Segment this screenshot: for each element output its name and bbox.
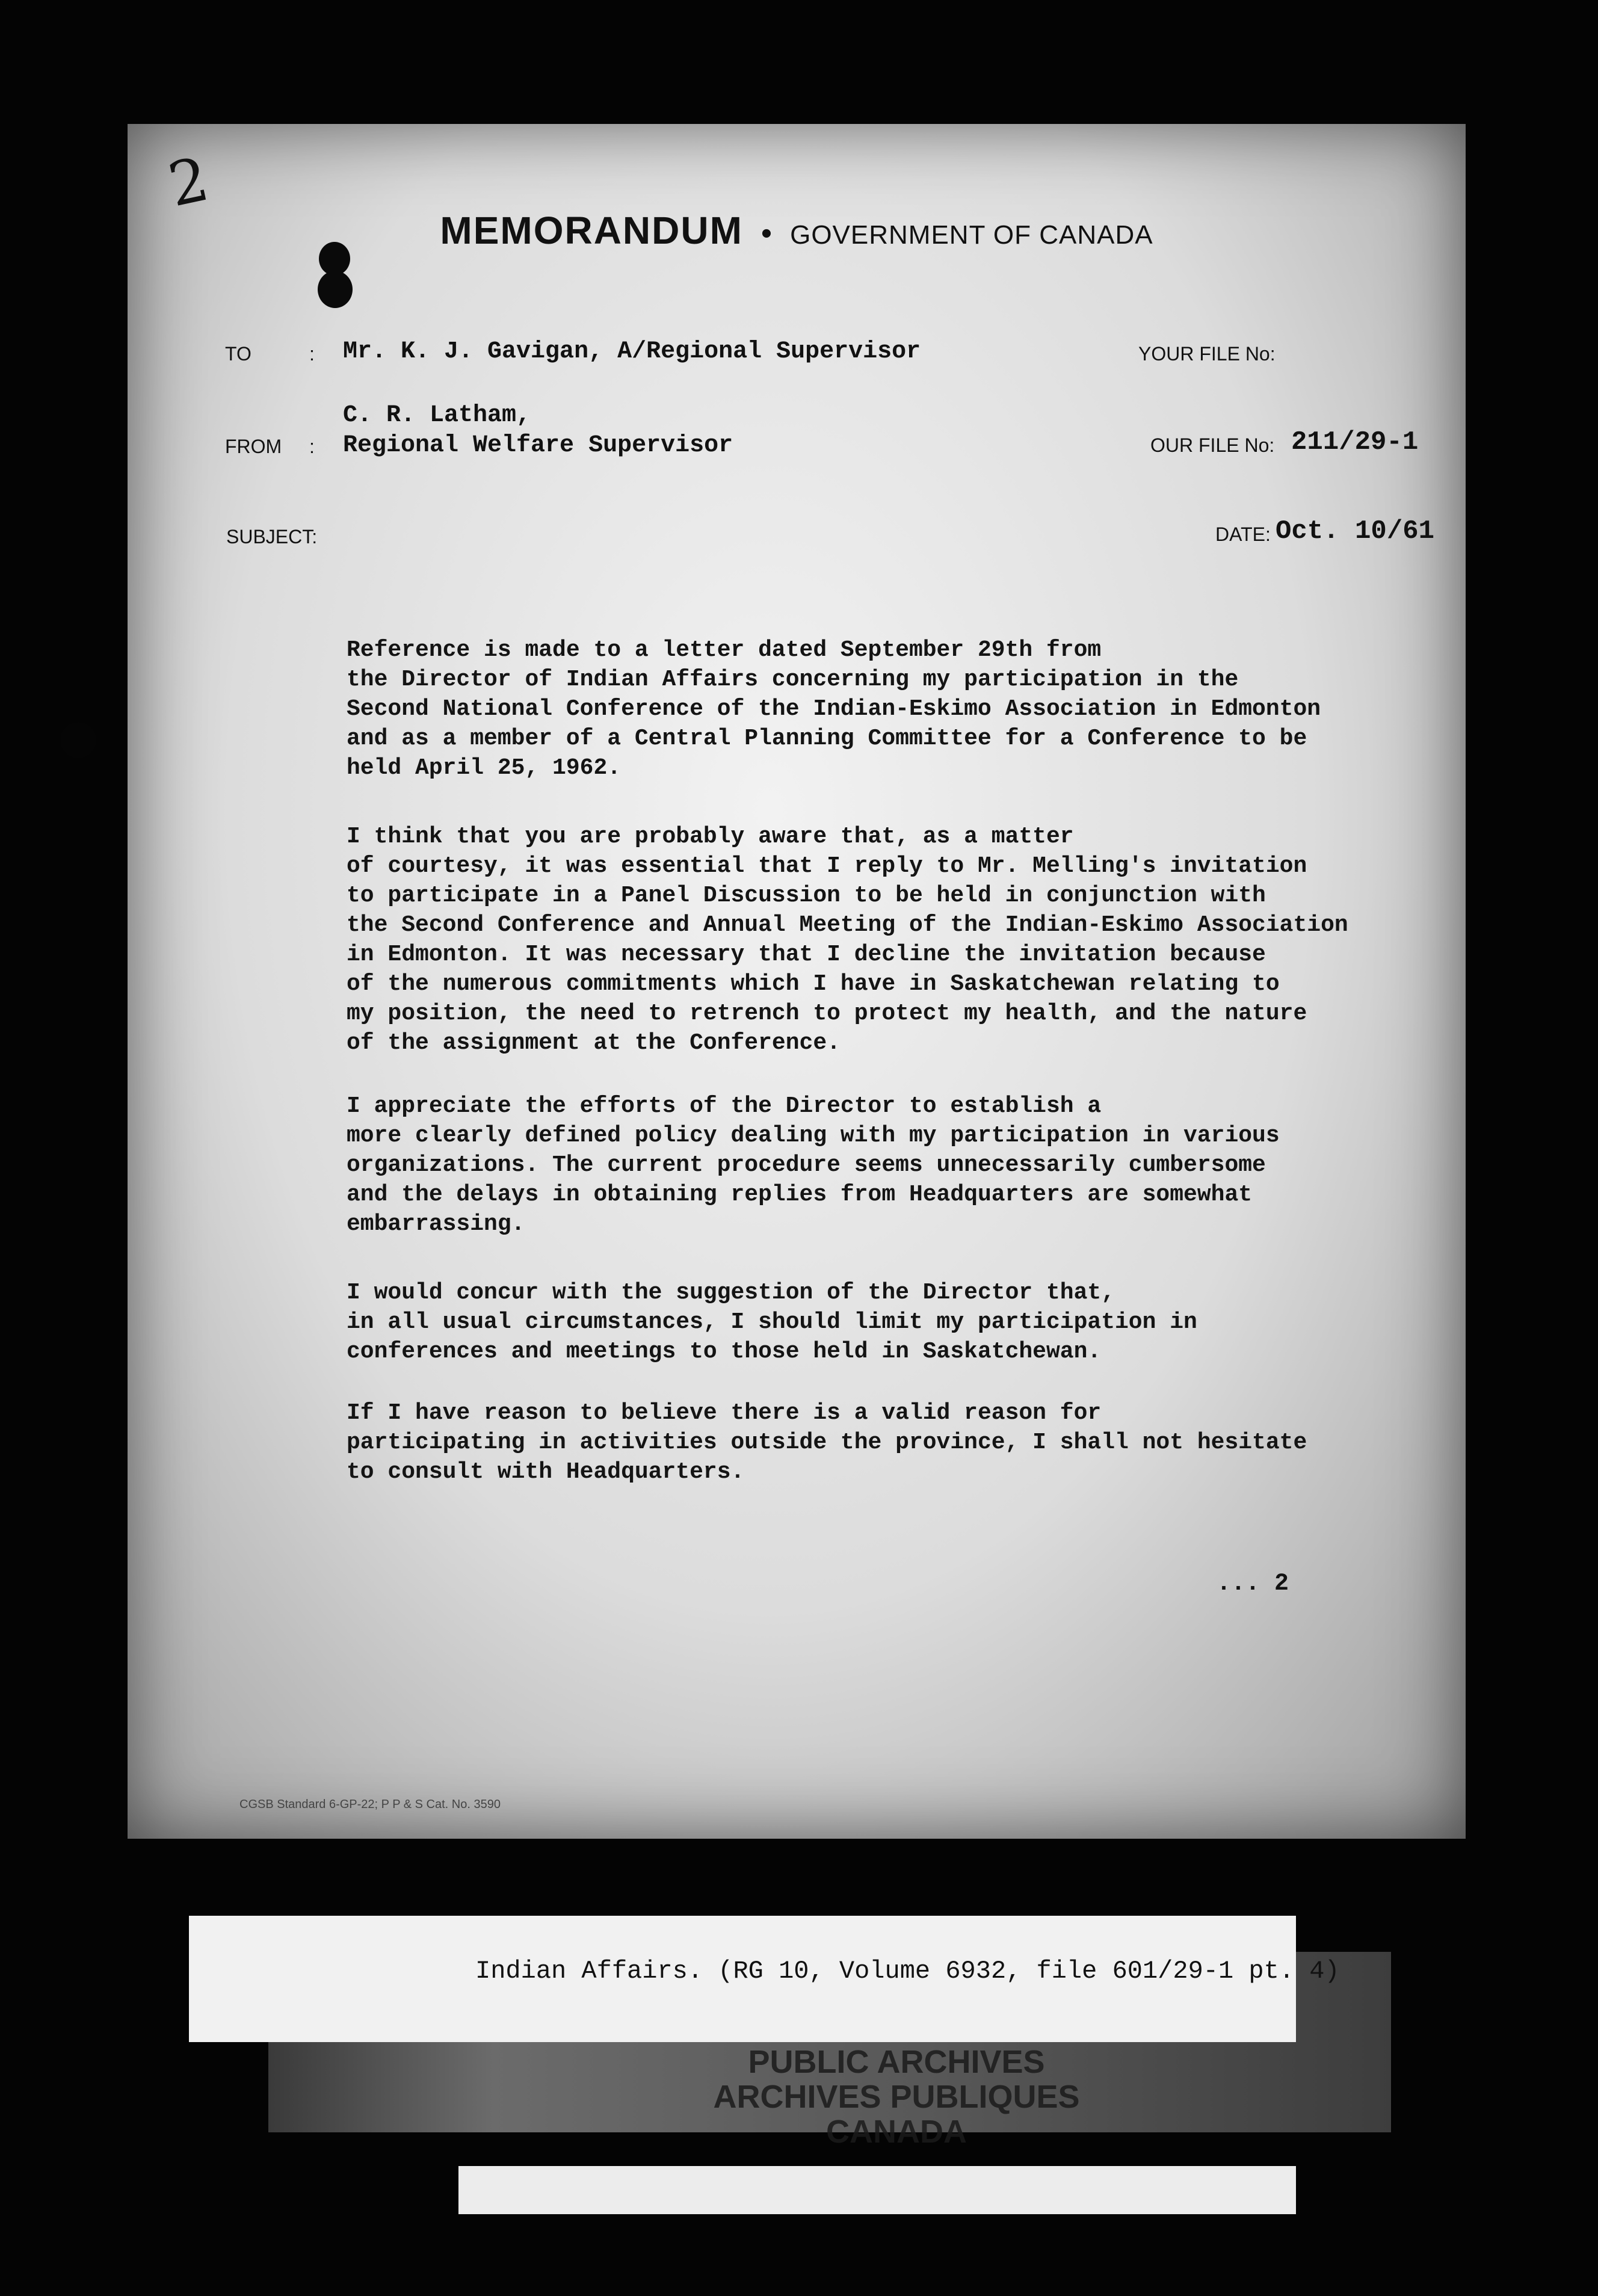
date-label: DATE: bbox=[1215, 523, 1271, 545]
punch-hole bbox=[60, 722, 96, 758]
stamp-line: PUBLIC ARCHIVES bbox=[748, 2044, 1045, 2080]
bottom-label-strip bbox=[458, 2166, 1296, 2214]
subject-label: SUBJECT: bbox=[226, 526, 318, 548]
paragraph-4: I would concur with the suggestion of the Director that, in all usual circumstances, I should limit my participation in conferences and meetings to those held in Saskatchewan. bbox=[347, 1280, 1197, 1365]
our-file-label: OUR FILE No: bbox=[1150, 434, 1275, 456]
ink-blot bbox=[318, 271, 353, 308]
stamp-line: ARCHIVES PUBLIQUES bbox=[713, 2079, 1080, 2115]
from-colon: : bbox=[309, 436, 315, 457]
paragraph-3: I appreciate the efforts of the Director to establish a more clearly defined policy dealing with my participation in various organizations. The current procedure seems unnecessarily cumbersome and the delays in obtaining replies from Headquarters are somewhat embarrassing. bbox=[347, 1093, 1280, 1237]
paragraph-5: If I have reason to believe there is a valid reason for participating in activities outside the province, I shall not hesitate to consult with Headquarters. bbox=[347, 1400, 1307, 1485]
header-separator: • bbox=[760, 216, 773, 251]
to-value: Mr. K. J. Gavigan, A/Regional Supervisor bbox=[343, 338, 921, 365]
from-title: Regional Welfare Supervisor bbox=[343, 432, 733, 459]
archive-reference: Indian Affairs. (RG 10, Volume 6932, file 601/29-1 pt. 4) bbox=[475, 1957, 1340, 1986]
paragraph-2: I think that you are probably aware that, as a matter of courtesy, it was essential that I reply to Mr. Melling's invitation to participate in a Panel Discussion to be held in conjunction with the Second Conference and Annual Meeting of the Indian-Eskimo Association in Edmonton. It was necessary that I decline the invitation because of the numerous commitments which I have in Saskatchewan relating to my position, the need to retrench to protect my health, and the nature of the assignment at the Conference. bbox=[347, 824, 1348, 1056]
form-code: CGSB Standard 6-GP-22; P P & S Cat. No. 3590 bbox=[239, 1798, 501, 1811]
paragraph-1: Reference is made to a letter dated September 29th from the Director of Indian Affairs concerning my participation in the Second National Conference of the Indian-Eskimo Association in Edmonton and as a member of a Central Planning Committee for a Conference to be held April 25, 1962. bbox=[347, 637, 1321, 781]
to-colon: : bbox=[309, 343, 315, 365]
page-continuation: ... 2 bbox=[1217, 1570, 1289, 1597]
from-name: C. R. Latham, bbox=[343, 402, 531, 429]
our-file-value: 211/29-1 bbox=[1291, 427, 1419, 457]
stamp-line: CANADA bbox=[826, 2114, 967, 2150]
memo-sheet bbox=[128, 124, 1466, 1839]
archive-stamp bbox=[626, 2044, 1167, 2153]
to-label: TO bbox=[225, 343, 251, 365]
memo-header bbox=[128, 208, 1466, 253]
from-label: FROM bbox=[225, 436, 282, 457]
header-org: GOVERNMENT OF CANADA bbox=[790, 220, 1153, 250]
date-value: Oct. 10/61 bbox=[1276, 516, 1435, 546]
handwritten-mark: 2 bbox=[162, 143, 215, 221]
your-file-label: YOUR FILE No: bbox=[1138, 343, 1276, 365]
memo-title: MEMORANDUM bbox=[440, 209, 743, 252]
